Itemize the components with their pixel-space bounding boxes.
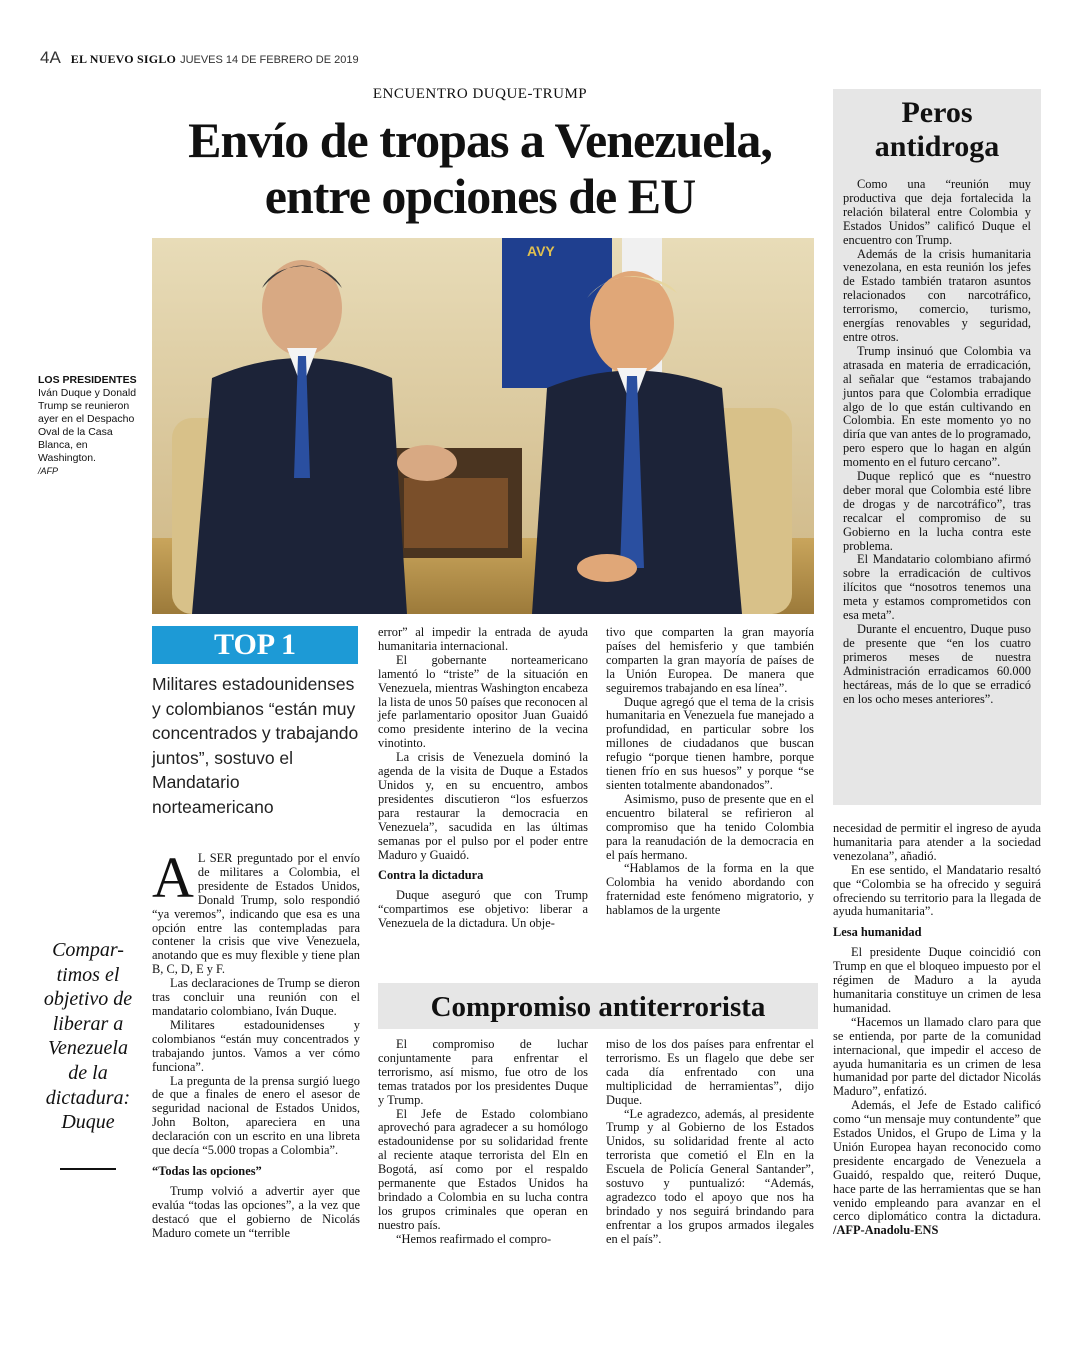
paragraph: El presidente Duque coincidió con Trump en que el bloqueo impuesto por el régimen de Maduro a la ayuda humanitaria constituye un crimen de lesa humanidad. xyxy=(833,945,1041,1015)
top1-label: TOP 1 xyxy=(152,626,358,664)
paragraph: “Hemos reafirmado el compro- xyxy=(396,1231,552,1246)
paragraph: El Jefe de Estado colombiano aprovechó para agradecer a su homólogo estadounidense por su solidaridad frente al reciente ataque terrorista del Eln en Bogotá, así como por el respaldo permanente que Estados Unidos ha brindado a Colombia en su lucha contra los grupos criminales que operan en nuestro país. xyxy=(378,1106,588,1232)
article-signature: /AFP-Anadolu-ENS xyxy=(833,1223,939,1238)
article-column-3 xyxy=(606,626,814,918)
paragraph: Duque aseguró que con Trump “compartimos ese objetivo: liberar a Venezuela de la dictadura. Un obje- xyxy=(378,888,588,931)
paragraph: miso de los dos países para enfrentar el terrorismo. Es un flagelo que debe ser cada día enfrentado con una multiplicidad de herramientas”, dijo Duque. xyxy=(606,1037,814,1107)
secondary-box-title: Compromiso antiterrorista xyxy=(430,991,766,1023)
headline-line-2: entre opciones de EU xyxy=(264,168,696,224)
photo-credit: /AFP xyxy=(38,466,59,476)
paragraph: “Hacemos un llamado claro para que se entienda, por parte de la comunidad internacional, que impedir el acceso de ayuda humanitaria es un crimen de lesa humanidad por parte del dictador Nicolás Maduro”, enfatizó. xyxy=(833,1014,1041,1099)
paragraph: A L SER preguntado por el envío de militares a Colombia, el presidente de Estados Unidos, Donald Trump, solo respondió “ya veremos”, indicando que esa es una opción entre las contempladas para contener la crisis que vive Venezuela, anotando que es muy flexible y tiene plan B, C, D, E y F. xyxy=(152,845,360,977)
pull-quote: Compar-timos el objetivo de liberar a Venezuela de la dictadura: Duque xyxy=(43,939,133,1134)
paragraph: El gobernante norteamericano lamentó lo “triste” de la situación en Venezuela, mientras Washington encabeza la lista de unos 50 países que reconocen al jefe parlamentario opositor Juan Guaidó como presidente interino de la vecina vinotinto. xyxy=(378,652,589,751)
paragraph: Asimismo, puso de presente que en el encuentro bilateral se refirieron al compromiso que ha tenido Colombia para la reanudación de la democracia en el país hermano. xyxy=(606,791,814,862)
article-headline xyxy=(120,112,840,224)
caption-text: Iván Duque y Donald Trump se reunieron ayer en el Despacho Oval de la Casa Blanca, en Washington. xyxy=(38,387,137,464)
article-column-1 xyxy=(152,845,360,1240)
headline-line-1: Envío de tropas a Venezuela, xyxy=(188,112,772,168)
paragraph: necesidad de permitir el ingreso de ayuda humanitaria para atender a la sociedad venezolana”, añadió. xyxy=(833,821,1041,863)
lead-photo xyxy=(152,238,814,614)
paragraph: Trump volvió a advertir ayer que evalúa “todas las opciones”, a la vez que destacó que el gobierno de Nicolás Maduro comete un “terrible xyxy=(152,1183,360,1240)
paragraph: Trump insinuó que Colombia va atrasada en materia de erradicación, al señalar que “estamos trabajando juntos para que Colombia erradique algo de lo que están cultivando en Colombia. En este momento yo no diría que van antes de lo programado, pero espero que lo hagan en algún momento en el futuro cercano”. xyxy=(843,343,1031,470)
paragraph: Duque agregó que el tema de la crisis humanitaria en Venezuela fue manejado a profundidad, en particular sobre los millones de ciudadanos que buscan refugio “porque tienen hambre, porque tienen frío en sus huesos” y porque “se sienten totalmente abandonados”. xyxy=(606,694,814,792)
caption-title: LOS PRESIDENTES xyxy=(38,374,137,386)
presidents-photo-illustration xyxy=(152,238,814,614)
article-kicker: ENCUENTRO DUQUE-TRUMP xyxy=(372,86,588,102)
paragraph: La crisis de Venezuela dominó la agenda de la visita de Duque a Estados Unidos y, en su encuentro, ambos presidentes discutieron “los esfuerzos para restaurar la democracia en Venezuela”, sacudida en las últimas semanas por el pulso por el poder entre Maduro y Guaidó. xyxy=(378,750,588,862)
top1-text: Militares estadounidenses y colombianos “están muy concentrados y trabajando juntos”, sostuvo el Mandatario norteamericano xyxy=(152,674,359,817)
paragraph: El compromiso de luchar conjuntamente para enfrentar el terrorismo, así mismo, fue otro de los temas tratados por los presidentes Duque y Trump. xyxy=(378,1037,588,1107)
paragraph: tivo que comparten la gran mayoría países del hemisferio y que también comparten la gran mayoría de países de la Unión Europea. De manera que seguiremos trabajando en esa línea”. xyxy=(606,625,814,695)
subhead: Contra la dictadura xyxy=(378,868,484,883)
page-header xyxy=(40,48,1040,72)
secondary-column-2 xyxy=(606,1038,814,1247)
sidebar-title xyxy=(833,96,1041,164)
paragraph: error” al impedir la entrada de ayuda humanitaria internacional. xyxy=(378,625,588,653)
paragraph: El Mandatario colombiano afirmó sobre la erradicación de cultivos ilícitos que “nosotros tenemos una meta y estamos comprometidos con esa meta”. xyxy=(843,552,1031,623)
subhead: “Todas las opciones” xyxy=(152,1163,262,1178)
pull-quote-rule xyxy=(60,1168,116,1170)
page-number: 4A xyxy=(40,48,61,67)
issue-date: JUEVES 14 DE FEBRERO DE 2019 xyxy=(180,54,359,66)
sidebar-title-line-1: Peros xyxy=(901,96,973,129)
secondary-column-1 xyxy=(378,1038,588,1247)
paragraph: “Hablamos de la forma en la que Colombia ha venido abordando con fraternidad este fenómeno migratorio, y hablamos de la urgente xyxy=(606,861,814,918)
article-column-2 xyxy=(378,626,588,931)
subhead: Lesa humanidad xyxy=(833,925,922,940)
newspaper-name: EL NUEVO SIGLO xyxy=(70,52,177,66)
drop-cap: A xyxy=(152,845,194,910)
paragraph: En ese sentido, el Mandatario resaltó que “Colombia se ha ofrecido y seguirá ofreciendo su territorio para la llegada de ayuda humanitaria”. xyxy=(833,862,1041,919)
paragraph: Durante el encuentro, Duque puso de presente que “en los cuatro primeros meses de nuestra Administración erradicamos 60.000 hectáreas, más de lo que se erradicó en los ocho meses anteriores”. xyxy=(843,622,1031,706)
flag-lettering: AVY xyxy=(527,243,555,259)
paragraph: “Le agradezco, además, al presidente Trump y al Gobierno de los Estados Unidos, su solidaridad frente al acto terrorista que cometió el Eln en la Escuela de Policía General Santander”, sostuvo y puntualizó: “Además, agradezco todo el apoyo que nos ha brindado y nos seguirá brindando para enfrentar a los grupos armados ilegales en el país”. xyxy=(606,1106,814,1246)
paragraph: Duque replicó que es “nuestro deber moral que Colombia esté libre de drogas y de narcotráfico”, tras recalcar el compromiso de su Gobierno en la lucha contra este problema. xyxy=(843,469,1031,553)
article-column-4 xyxy=(833,822,1041,1238)
paragraph: Militares estadounidenses y colombianos “están muy concentrados y trabajando juntos. Vamos a ver cómo funciona”. xyxy=(152,1017,360,1074)
sidebar-body xyxy=(843,178,1031,706)
paragraph: La pregunta de la prensa surgió luego de que a finales de enero el asesor de seguridad nacional de Estados Unidos, John Bolton, apareciera en una declaración con un escrito en una libreta que decía “5.000 tropas a Colombia”. xyxy=(152,1073,360,1158)
paragraph: Además de la crisis humanitaria venezolana, en esta reunión los jefes de Estado también trataron asuntos relacionados con narcotráfico, terrorismo, comercio, turismo, energías renovables y seguridad, entre otros. xyxy=(843,246,1031,344)
paragraph: Además, el Jefe de Estado calificó como “un mensaje muy contundente” que Estados Unidos, el Grupo de Lima y la Unión Europea hayan reconocido como presidente encargado de Venezuela a Guaidó, respaldo que, reiteró Duque, hace parte de las herramientas que se han venido empleando para avanzar en el cerco diplomático contra la dictadura. /AFP-Anadolu-ENS xyxy=(833,1098,1041,1238)
sidebar-title-line-2: antidroga xyxy=(874,130,1000,163)
photo-caption xyxy=(38,374,148,478)
paragraph: Las declaraciones de Trump se dieron tras concluir una reunión con el mandatario colombiano, Iván Duque. xyxy=(152,976,360,1018)
paragraph: Como una “reunión muy productiva que deja fortalecida la relación bilateral entre Colombia y Estados Unidos” calificó Duque el encuentro con Trump. xyxy=(843,177,1031,247)
